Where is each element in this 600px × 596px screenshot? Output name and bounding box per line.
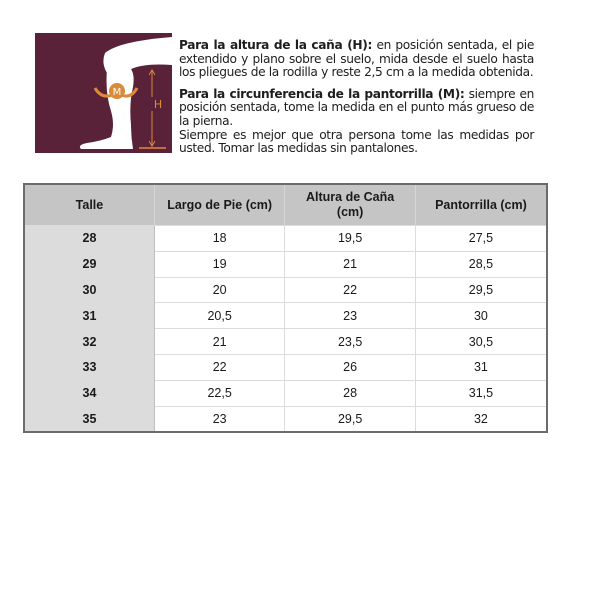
header-talle: Talle — [24, 184, 154, 226]
cell-calf: 29,5 — [415, 277, 547, 303]
table-row — [24, 329, 547, 355]
table-header-row — [24, 184, 547, 226]
table-row — [24, 251, 547, 277]
cell-foot-length: 22,5 — [154, 380, 284, 406]
header-foot-length: Largo de Pie (cm) — [154, 184, 284, 226]
cell-shaft-height: 29,5 — [285, 406, 415, 432]
cell-talle: 34 — [24, 380, 154, 406]
table-row — [24, 354, 547, 380]
svg-text:M: M — [112, 87, 122, 98]
cell-foot-length: 20 — [154, 277, 284, 303]
general-advice: Siempre es mejor que otra persona tome las medidas por usted. Tomar las medidas sin pantalones. — [179, 127, 534, 156]
cell-calf: 30,5 — [415, 329, 547, 355]
cell-shaft-height: 26 — [285, 354, 415, 380]
calf-circumference-text: siempre en posición sentada, tome la medida en el punto más grueso de la pierna. — [179, 86, 534, 128]
cell-talle: 32 — [24, 329, 154, 355]
cell-calf: 32 — [415, 406, 547, 432]
cell-foot-length: 21 — [154, 329, 284, 355]
table-row — [24, 226, 547, 252]
cell-talle: 29 — [24, 251, 154, 277]
table-row — [24, 406, 547, 432]
cell-shaft-height: 23,5 — [285, 329, 415, 355]
calf-height-label: Para la altura de la caña (H): — [179, 38, 373, 52]
cell-calf: 28,5 — [415, 251, 547, 277]
header-calf: Pantorrilla (cm) — [415, 184, 547, 226]
calf-height-text: en posición sentada, el pie extendido y plano sobre el suelo, mida desde el suelo hasta los pliegues de la rodilla y reste 2,5 cm a la medida obtenida. — [179, 38, 534, 80]
cell-shaft-height: 28 — [285, 380, 415, 406]
cell-foot-length: 23 — [154, 406, 284, 432]
leg-diagram-icon — [35, 33, 172, 153]
cell-foot-length: 18 — [154, 226, 284, 252]
cell-calf: 30 — [415, 303, 547, 329]
cell-shaft-height: 21 — [285, 251, 415, 277]
header-shaft-height: Altura de Caña (cm) — [285, 184, 415, 226]
cell-shaft-height: 23 — [285, 303, 415, 329]
calf-circumference-label: Para la circunferencia de la pantorrilla (M): — [179, 86, 465, 101]
cell-foot-length: 19 — [154, 251, 284, 277]
svg-text:H: H — [153, 98, 163, 111]
cell-calf: 27,5 — [415, 226, 547, 252]
cell-foot-length: 22 — [154, 354, 284, 380]
cell-calf: 31,5 — [415, 380, 547, 406]
table-row — [24, 380, 547, 406]
cell-talle: 35 — [24, 406, 154, 432]
size-chart-table — [23, 183, 548, 433]
cell-talle: 33 — [24, 354, 154, 380]
cell-shaft-height: 19,5 — [285, 226, 415, 252]
calf-height-instruction — [179, 39, 534, 80]
leg-measurement-illustration — [35, 33, 172, 153]
table-row — [24, 277, 547, 303]
table-row — [24, 303, 547, 329]
cell-talle: 30 — [24, 277, 154, 303]
cell-foot-length: 20,5 — [154, 303, 284, 329]
cell-shaft-height: 22 — [285, 277, 415, 303]
cell-calf: 31 — [415, 354, 547, 380]
cell-talle: 31 — [24, 303, 154, 329]
cell-talle: 28 — [24, 226, 154, 252]
calf-circumference-instruction — [179, 88, 534, 129]
measurement-instructions — [179, 39, 534, 156]
